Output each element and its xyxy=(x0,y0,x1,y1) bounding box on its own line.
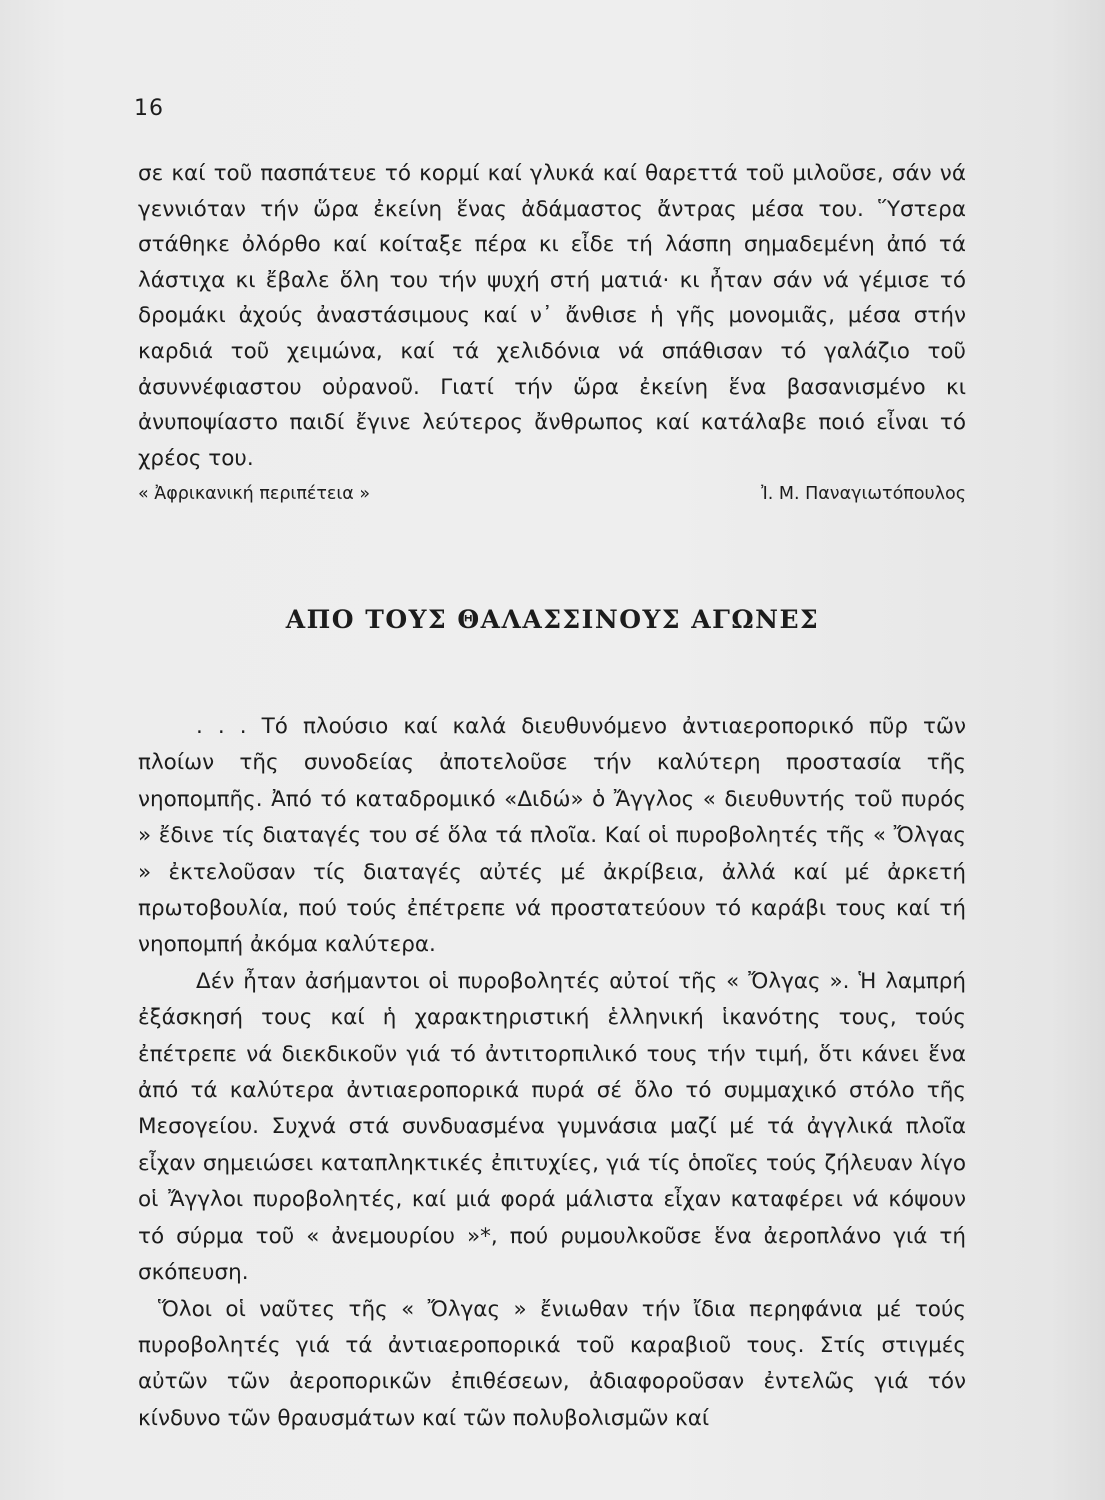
story-paragraph: σε καί τοῦ πασπάτευε τό κορμί καί γλυκά καί θαρεττά τοῦ μιλοῦσε, σάν νά γεννιόταν τήν ὥρα ἐκείνη ἕνας ἀδάμαστος ἄντρας μέσα του. Ὕστερα στάθηκε ὀλόρθο καί κοίταξε πέρα κι εἶδε τή λάσπη σημαδεμένη ἀπό τά λάστιχα κι ἔβαλε ὅλη του τήν ψυχή στή ματιά· κι ἦταν σάν νά γέμισε τό δρομάκι ἀχούς ἀναστάσιμους καί ν᾽ ἄνθισε ἡ γῆς μονομιᾶς, μέσα στήν καρδιά τοῦ χειμώνα, καί τά χελιδόνια νά σπάθισαν τό γαλάζιο τοῦ ἀσυννέφιαστου οὐρανοῦ. Γιατί τήν ὥρα ἐκείνη ἕνα βασανισμένο κι ἀνυποψίαστο παιδί ἔγινε λεύτερος ἄνθρωπος καί κατάλαβε ποιό εἶναι τό χρέος του. xyxy=(138,161,966,471)
section-heading: ΑΠΟ ΤΟΥΣ ΘΑΛΑΣΣΙΝΟΥΣ ΑΓΩΝΕΣ xyxy=(285,605,820,634)
page-number: 16 xyxy=(134,96,164,121)
paragraph-1: . . . Τό πλούσιο καί καλά διευθυνόμενο ἀντιαεροπορικό πῦρ τῶν πλοίων τῆς συνοδείας ἀποτελοῦσε τήν καλύτερη προστασία τῆς νηοπομπῆς. Ἀπό τό καταδρομικό «Διδώ» ὁ Ἄγγλος « διευθυντής τοῦ πυρός » ἔδινε τίς διαταγές του σέ ὅλα τά πλοῖα. Καί οἱ πυροβολητές τῆς « Ὄλγας » ἐκτελοῦσαν τίς διαταγές αὐτές μέ ἀκρίβεια, ἀλλά καί μέ ἀρκετή πρωτοβουλία, πού τούς ἐπέτρεπε νά προστατεύουν τό καράβι τους καί τή νηοπομπή ἀκόμα καλύτερα. xyxy=(138,714,966,958)
naval-excerpt xyxy=(138,709,966,1437)
citation xyxy=(138,484,966,504)
paragraph-3: Ὅλοι οἱ ναῦτες τῆς « Ὄλγας » ἔνιωθαν τήν ἴδια περηφάνια μέ τούς πυροβολητές γιά τά ἀντιαεροπορικά τοῦ καραβιοῦ τους. Στίς στιγμές αὐτῶν τῶν ἀεροπορικῶν ἐπιθέσεων, ἀδιαφοροῦσαν ἐντελῶς γιά τόν κίνδυνο τῶν θραυσμάτων καί τῶν πολυβολισμῶν καί xyxy=(138,1296,966,1431)
story-excerpt xyxy=(138,156,966,476)
author-name: Ἰ. Μ. Παναγιωτόπουλος xyxy=(761,484,966,504)
source-title: « Ἀφρικανική περιπέτεια » xyxy=(138,484,371,504)
paragraph-2: Δέν ἦταν ἀσήμαντοι οἱ πυροβολητές αὐτοί τῆς « Ὄλγας ». Ἡ λαμπρή ἐξάσκησή τους καί ἡ χαρακτηριστική ἑλληνική ἱκανότης τους, τούς ἐπέτρεπε νά διεκδικοῦν γιά τό ἀντιτορπιλικό τους τήν τιμή, ὅτι κάνει ἕνα ἀπό τά καλύτερα ἀντιαεροπορικά πυρά σέ ὅλο τό συμμαχικό στόλο τῆς Μεσογείου. Συχνά στά συνδυασμένα γυμνάσια μαζί μέ τά ἀγγλικά πλοῖα εἶχαν σημειώσει καταπληκτικές ἐπιτυχίες, γιά τίς ὁποῖες τούς ζήλευαν λίγο οἱ Ἄγγλοι πυροβολητές, καί μιά φορά μάλιστα εἶχαν καταφέρει νά κόψουν τό σύρμα τοῦ « ἀνεμουρίου »*, πού ρυμουλκοῦσε ἕνα ἀεροπλάνο γιά τή σκόπευση. xyxy=(138,968,966,1286)
